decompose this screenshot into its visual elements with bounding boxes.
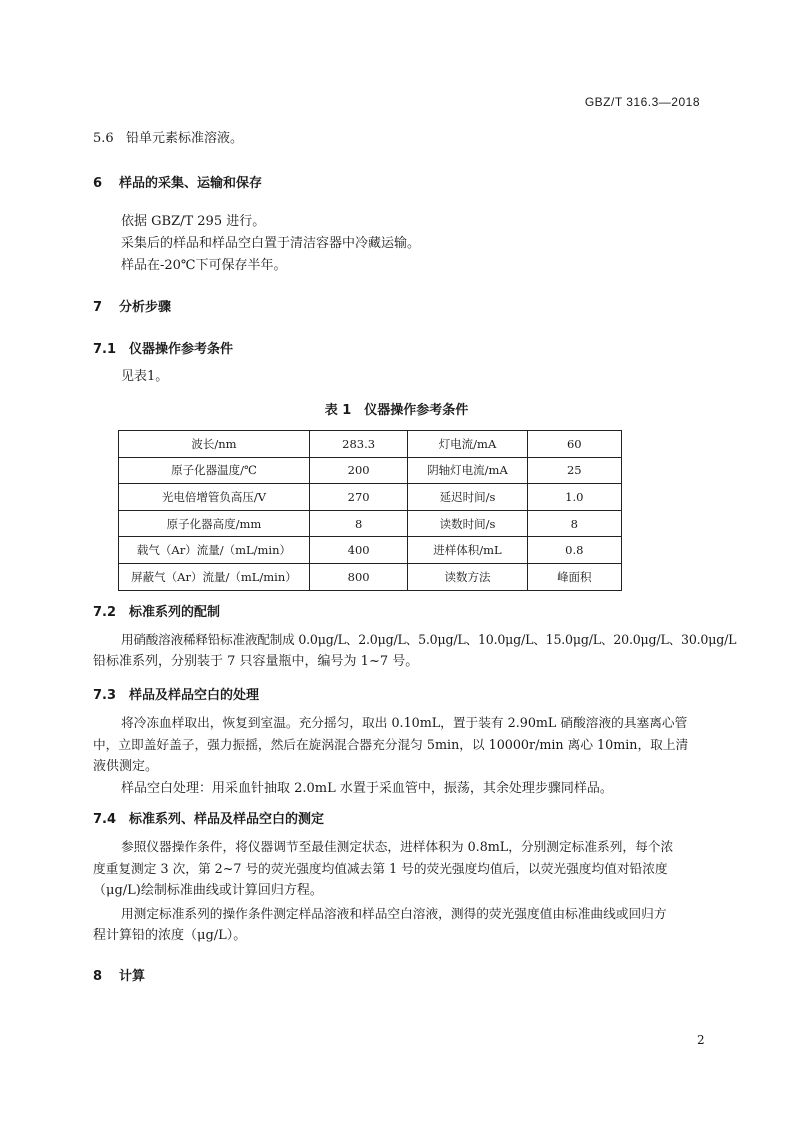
table-cell: 0.8 bbox=[527, 537, 621, 564]
paragraph-line: 样品在-20℃下可保存半年。 bbox=[121, 258, 287, 273]
table-cell: 原子化器高度/mm bbox=[119, 510, 310, 537]
table-cell: 载气（Ar）流量/（mL/min） bbox=[119, 537, 310, 564]
table-cell: 800 bbox=[309, 563, 407, 590]
table-row bbox=[119, 537, 622, 564]
section-title: 计算 bbox=[119, 969, 146, 984]
section-title: 样品及样品空白的处理 bbox=[129, 688, 260, 703]
table-caption: 表 1 仪器操作参考条件 bbox=[324, 403, 469, 418]
paragraph-line: 程计算铅的浓度（μg/L）。 bbox=[93, 928, 247, 943]
section-7-3-heading bbox=[93, 684, 259, 703]
paragraph-line: 将冷冻血样取出，恢复到室温。充分摇匀，取出 0.10mL，置于装有 2.90mL 硝酸溶液的具塞离心管 bbox=[121, 715, 688, 730]
paragraph-line: 中，立即盖好盖子，强力振摇，然后在旋涡混合器充分混匀 5min，以 10000r/min 离心 10min，取上清 bbox=[93, 737, 689, 752]
table-cell: 25 bbox=[527, 457, 621, 484]
table-cell: 原子化器温度/℃ bbox=[119, 457, 310, 484]
table-cell: 200 bbox=[309, 457, 407, 484]
table-cell: 283.3 bbox=[309, 431, 407, 458]
table-row bbox=[119, 563, 622, 590]
table-cell: 400 bbox=[309, 537, 407, 564]
instrument-conditions-table bbox=[118, 430, 622, 591]
clause-number: 5.6 bbox=[93, 131, 114, 146]
paragraph-line: 依据 GBZ/T 295 进行。 bbox=[121, 214, 266, 229]
section-7-heading bbox=[93, 296, 171, 315]
paragraph-line: 铅标准系列，分别装于 7 只容量瓶中，编号为 1~7 号。 bbox=[93, 654, 419, 669]
table-cell: 光电倍增管负高压/V bbox=[119, 484, 310, 511]
section-title: 样品的采集、运输和保存 bbox=[119, 176, 263, 191]
section-number: 7 bbox=[93, 300, 103, 315]
table-row bbox=[119, 484, 622, 511]
table-cell: 屏蔽气（Ar）流量/（mL/min） bbox=[119, 563, 310, 590]
table-row bbox=[119, 431, 622, 458]
paragraph-line: 用硝酸溶液稀释铅标准液配制成 0.0μg/L、2.0μg/L、5.0μg/L、10.0μg/L、15.0μg/L、20.0μg/L、30.0μg/L bbox=[121, 632, 737, 647]
table-cell: 进样体积/mL bbox=[408, 537, 527, 564]
table-cell: 读数方法 bbox=[408, 563, 527, 590]
table-row bbox=[119, 510, 622, 537]
page-number: 2 bbox=[697, 1033, 705, 1047]
section-number: 7.4 bbox=[93, 812, 117, 827]
table-cell: 波长/nm bbox=[119, 431, 310, 458]
table-cell: 灯电流/mA bbox=[408, 431, 527, 458]
paragraph-line: （μg/L)绘制标准曲线或计算回归方程。 bbox=[93, 883, 323, 898]
table-row bbox=[119, 457, 622, 484]
section-title: 分析步骤 bbox=[119, 300, 172, 315]
clause-text: 铅单元素标准溶液。 bbox=[126, 131, 244, 146]
section-number: 7.3 bbox=[93, 688, 117, 703]
section-number: 8 bbox=[93, 969, 103, 984]
table-cell: 8 bbox=[309, 510, 407, 537]
paragraph-line: 见表1。 bbox=[121, 369, 169, 384]
section-title: 仪器操作参考条件 bbox=[129, 342, 234, 357]
paragraph-line: 参照仪器操作条件，将仪器调节至最佳测定状态，进样体积为 0.8mL，分别测定标准系列，每个浓 bbox=[121, 839, 674, 854]
paragraph-line: 度重复测定 3 次，第 2~7 号的荧光强度均值减去第 1 号的荧光强度均值后，以荧光强度均值对铅浓度 bbox=[93, 861, 668, 876]
paragraph-line: 用测定标准系列的操作条件测定样品溶液和样品空白溶液，测得的荧光强度值由标准曲线或回归方 bbox=[121, 906, 667, 921]
section-8-heading bbox=[93, 965, 145, 984]
paragraph-line: 采集后的样品和样品空白置于清洁容器中冷藏运输。 bbox=[121, 236, 421, 251]
table-cell: 60 bbox=[527, 431, 621, 458]
section-6-heading bbox=[93, 172, 262, 191]
clause-5-6 bbox=[93, 128, 243, 150]
paragraph-line: 液供测定。 bbox=[93, 759, 159, 774]
document-header-id: GBZ/T 316.3—2018 bbox=[584, 95, 700, 109]
section-number: 6 bbox=[93, 176, 103, 191]
section-number: 7.2 bbox=[93, 605, 117, 620]
section-number: 7.1 bbox=[93, 342, 117, 357]
section-7-4-heading bbox=[93, 808, 324, 827]
table-cell: 8 bbox=[527, 510, 621, 537]
table-cell: 270 bbox=[309, 484, 407, 511]
paragraph-line: 样品空白处理：用采血针抽取 2.0mL 水置于采血管中，振荡，其余处理步骤同样品。 bbox=[121, 781, 613, 796]
section-7-2-heading bbox=[93, 601, 220, 620]
section-7-1-heading bbox=[93, 338, 233, 357]
table-cell: 1.0 bbox=[527, 484, 621, 511]
table-cell: 延迟时间/s bbox=[408, 484, 527, 511]
section-title: 标准系列、样品及样品空白的测定 bbox=[129, 812, 325, 827]
table-cell: 阴轴灯电流/mA bbox=[408, 457, 527, 484]
table-cell: 峰面积 bbox=[527, 563, 621, 590]
table-cell: 读数时间/s bbox=[408, 510, 527, 537]
section-title: 标准系列的配制 bbox=[129, 605, 221, 620]
